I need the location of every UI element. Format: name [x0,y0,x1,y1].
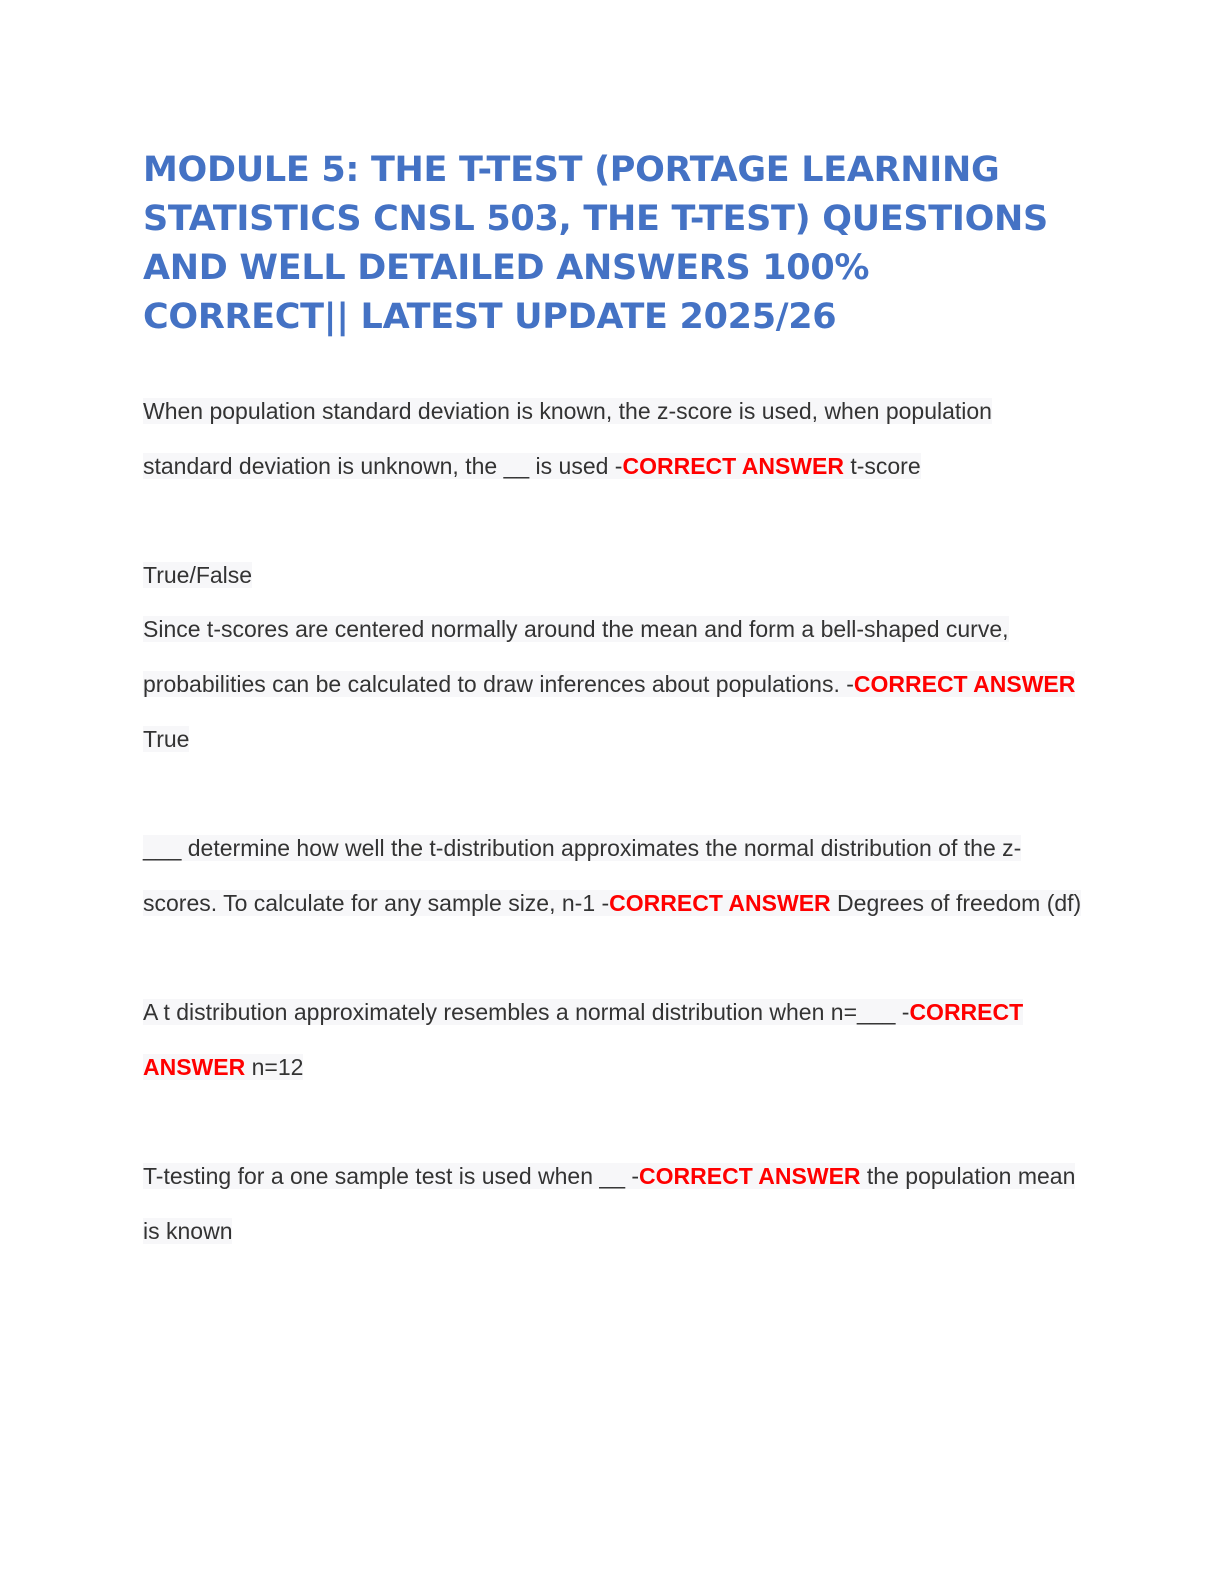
qa-item-2 [143,548,1083,767]
qa-list [143,384,1083,1259]
answer-separator [245,1054,251,1080]
question-prefix: True/False [143,562,253,588]
correct-answer-label: CORRECT ANSWER [609,890,831,916]
answer-text: t-score [850,453,921,479]
document-title: MODULE 5: THE T-TEST (PORTAGE LEARNING STATISTICS CNSL 503, THE T-TEST) QUESTIONS AND WELL DETAILED ANSWERS 100% CORRECT|| LATEST UPDATE 2025/26 [143,150,1048,337]
answer-text: n=12 [251,1054,304,1080]
question-text: Since t-scores are centered normally around the mean and form a bell-shaped curve, probabilities can be calculated to draw inferences about populations. - [143,616,1009,697]
qa-item-1 [143,384,1083,494]
answer-text: the population mean is known [143,1163,1076,1244]
correct-answer-label: CORRECT ANSWER [639,1163,861,1189]
answer-text: Degrees of freedom (df) [837,890,1082,916]
correct-answer-label: CORRECT ANSWER [853,671,1076,697]
qa-item-3 [143,821,1083,931]
answer-text: True [143,726,190,752]
qa-item-5 [143,1149,1083,1259]
question-text: A t distribution approximately resembles a normal distribution when n=___ - [143,999,910,1025]
correct-answer-label: CORRECT ANSWER [622,453,844,479]
answer-separator [861,1163,867,1189]
question-text: When population standard deviation is known, the z-score is used, when population standard deviation is unknown, the __ is used - [143,398,992,479]
qa-item-4 [143,985,1083,1095]
question-text: T-testing for a one sample test is used when __ - [143,1163,640,1189]
correct-answer-label: CORRECT ANSWER [143,999,1024,1080]
question-text: ___ determine how well the t-distribution approximates the normal distribution of the z-scores. To calculate for any sample size, n-1 - [143,835,1022,916]
